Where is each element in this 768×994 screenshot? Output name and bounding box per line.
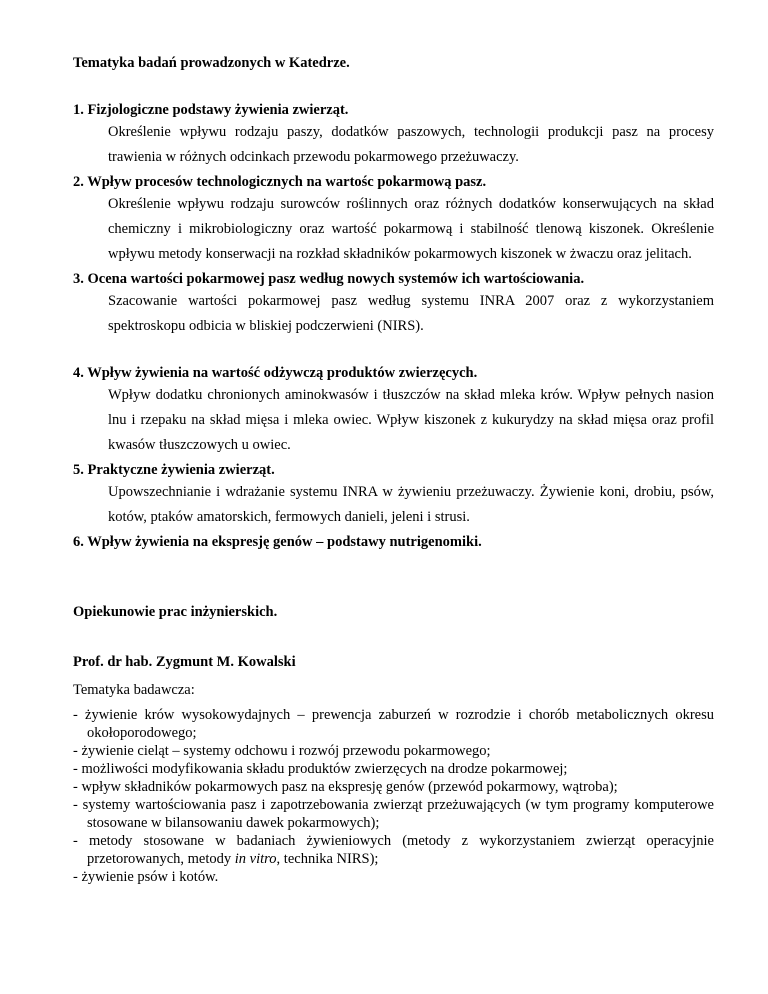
section-heading: 1. Fizjologiczne podstawy żywienia zwierząt. bbox=[73, 102, 349, 118]
research-topics-list bbox=[73, 706, 714, 886]
research-topics-label: Tematyka badawcza: bbox=[73, 682, 195, 698]
supervisor-name: Prof. dr hab. Zygmunt M. Kowalski bbox=[73, 654, 296, 670]
italic-term: in vitro bbox=[234, 851, 277, 867]
list-item: - żywienie krów wysokowydajnych – prewencja zaburzeń w rozrodzie i chorób metabolicznych okresu okołoporodowego; bbox=[73, 707, 714, 741]
section-body bbox=[108, 383, 714, 458]
list-item: - żywienie psów i kotów. bbox=[73, 869, 219, 885]
supervisors-heading: Opiekunowie prac inżynierskich. bbox=[73, 604, 278, 620]
section-1 bbox=[73, 100, 714, 170]
section-heading: 3. Ocena wartości pokarmowej pasz według nowych systemów ich wartościowania. bbox=[73, 271, 585, 287]
section-5 bbox=[73, 460, 714, 530]
section-heading: 4. Wpływ żywienia na wartość odżywczą produktów zwierzęcych. bbox=[73, 365, 478, 381]
section-paragraph: Wpływ dodatku chronionych aminokwasów i tłuszczów na skład mleka krów. Wpływ pełnych nasion lnu i rzepaku na skład mięsa i mleka owiec. Wpływ kiszonek z kukurydzy na skład mięsa oraz profil kwasów tłuszczowych u owiec. bbox=[108, 387, 714, 453]
section-2 bbox=[73, 172, 714, 267]
section-heading: 2. Wpływ procesów technologicznych na wartośc pokarmową pasz. bbox=[73, 174, 487, 190]
section-heading: 6. Wpływ żywienia na ekspresję genów – podstawy nutrigenomiki. bbox=[73, 534, 482, 550]
section-body bbox=[108, 192, 714, 267]
section-6 bbox=[73, 532, 714, 552]
section-paragraph: Szacowanie wartości pokarmowej pasz według systemu INRA 2007 oraz z wykorzystaniem spektroskopu odbicia w bliskiej podczerwieni (NIRS). bbox=[108, 293, 714, 334]
section-3 bbox=[73, 269, 714, 339]
section-body bbox=[108, 289, 714, 339]
list-item: - systemy wartościowania pasz i zapotrzebowania zwierząt przeżuwających (w tym programy komputerowe stosowane w bilansowaniu dawek pokarmowych); bbox=[73, 797, 714, 831]
section-paragraph: Określenie wpływu rodzaju paszy, dodatków paszowych, technologii produkcji pasz na procesy trawienia w różnych odcinkach przewodu pokarmowego przeżuwaczy. bbox=[108, 124, 714, 165]
section-body bbox=[108, 120, 714, 170]
section-heading: 5. Praktyczne żywienia zwierząt. bbox=[73, 462, 275, 478]
page-title: Tematyka badań prowadzonych w Katedrze. bbox=[73, 55, 350, 71]
section-paragraph: Określenie wpływu rodzaju surowców roślinnych oraz różnych dodatków konserwujących na skład chemiczny i mikrobiologiczny oraz wartość pokarmową i stabilność tlenową kiszonek. Określenie wpływu metody konserwacji na rozkład składników pokarmowych kiszonek w żwaczu oraz jelitach. bbox=[108, 196, 714, 262]
list-item: - metody stosowane w badaniach żywieniowych (metody z wykorzystaniem zwierząt operacyjnie przetorowanych, metody in vitro, technika NIRS); bbox=[73, 833, 714, 867]
list-item: - żywienie cieląt – systemy odchowu i rozwój przewodu pokarmowego; bbox=[73, 743, 491, 759]
list-item: - możliwości modyfikowania składu produktów zwierzęcych na drodze pokarmowej; bbox=[73, 761, 568, 777]
section-4 bbox=[73, 363, 714, 458]
list-item: - wpływ składników pokarmowych pasz na ekspresję genów (przewód pokarmowy, wątroba); bbox=[73, 779, 618, 795]
section-paragraph: Upowszechnianie i wdrażanie systemu INRA w żywieniu przeżuwaczy. Żywienie koni, drobiu, psów, kotów, ptaków amatorskich, fermowych danieli, jeleni i strusi. bbox=[108, 484, 714, 525]
section-body bbox=[108, 480, 714, 530]
